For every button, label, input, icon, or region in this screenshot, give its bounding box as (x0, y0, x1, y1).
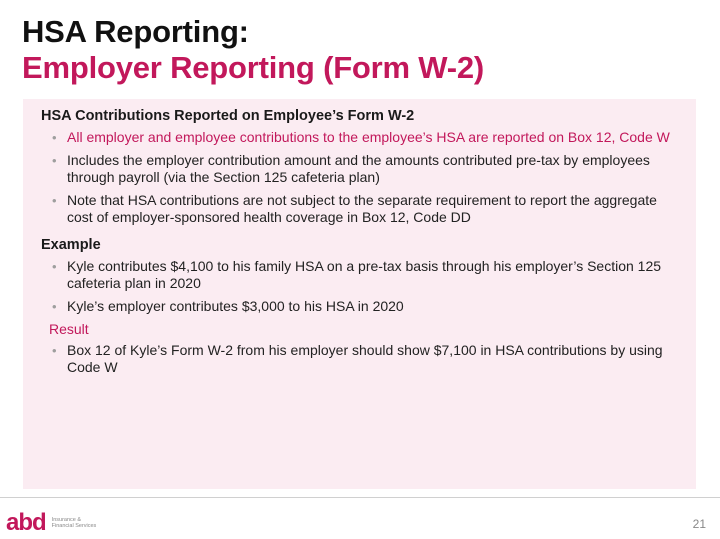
result-bullet-list (41, 342, 678, 376)
logo-subtitle-line-1: Insurance & (51, 517, 82, 523)
bullet-item (41, 152, 678, 186)
slide-title (22, 14, 702, 86)
result-label: Result (49, 321, 89, 337)
example-bullet-list (41, 258, 678, 315)
section-heading-example: Example (41, 237, 101, 253)
w2-bullet-list (41, 129, 678, 226)
content-panel (23, 99, 696, 489)
logo-subtitle-line-2: Financial Services (51, 523, 97, 529)
bullet-text: Kyle contributes $4,100 to his family HSA on a pre-tax basis through his employer’s Section 125 cafeteria plan in 2020 (67, 258, 662, 291)
bullet-text: All employer and employee contributions to the employee’s HSA are reported on Box 12, Code W (67, 129, 670, 145)
bullet-dot-icon: • (52, 299, 57, 314)
bullet-text: Kyle’s employer contributes $3,000 to his HSA in 2020 (67, 298, 404, 314)
bullet-item (41, 342, 678, 376)
bullet-text: Includes the employer contribution amount and the amounts contributed pre-tax by employees through payroll (via the Section 125 cafeteria plan) (67, 152, 650, 185)
bullet-dot-icon: • (52, 130, 57, 145)
bullet-item (41, 258, 678, 292)
logo-mark: abd (6, 509, 46, 536)
section-heading-w2: HSA Contributions Reported on Employee’s Form W-2 (41, 108, 415, 124)
bullet-dot-icon: • (52, 153, 57, 168)
title-line-2: Employer Reporting (Form W-2) (22, 50, 485, 85)
bullet-dot-icon: • (52, 259, 57, 274)
footer-divider (0, 497, 720, 498)
bullet-text: Note that HSA contributions are not subject to the separate requirement to report the aggregate cost of employer-sponsored health coverage in Box 12, Code DD (67, 192, 657, 225)
title-line-1: HSA Reporting: (22, 14, 249, 49)
logo-subtitle (52, 517, 97, 529)
bullet-dot-icon: • (52, 193, 57, 208)
bullet-dot-icon: • (52, 343, 57, 358)
page-number: 21 (692, 517, 706, 531)
bullet-item (41, 129, 678, 146)
bullet-item (41, 192, 678, 226)
bullet-item (41, 298, 678, 315)
bullet-text: Box 12 of Kyle’s Form W-2 from his employer should show $7,100 in HSA contributions by using Code W (67, 342, 663, 375)
abd-logo (6, 511, 96, 535)
